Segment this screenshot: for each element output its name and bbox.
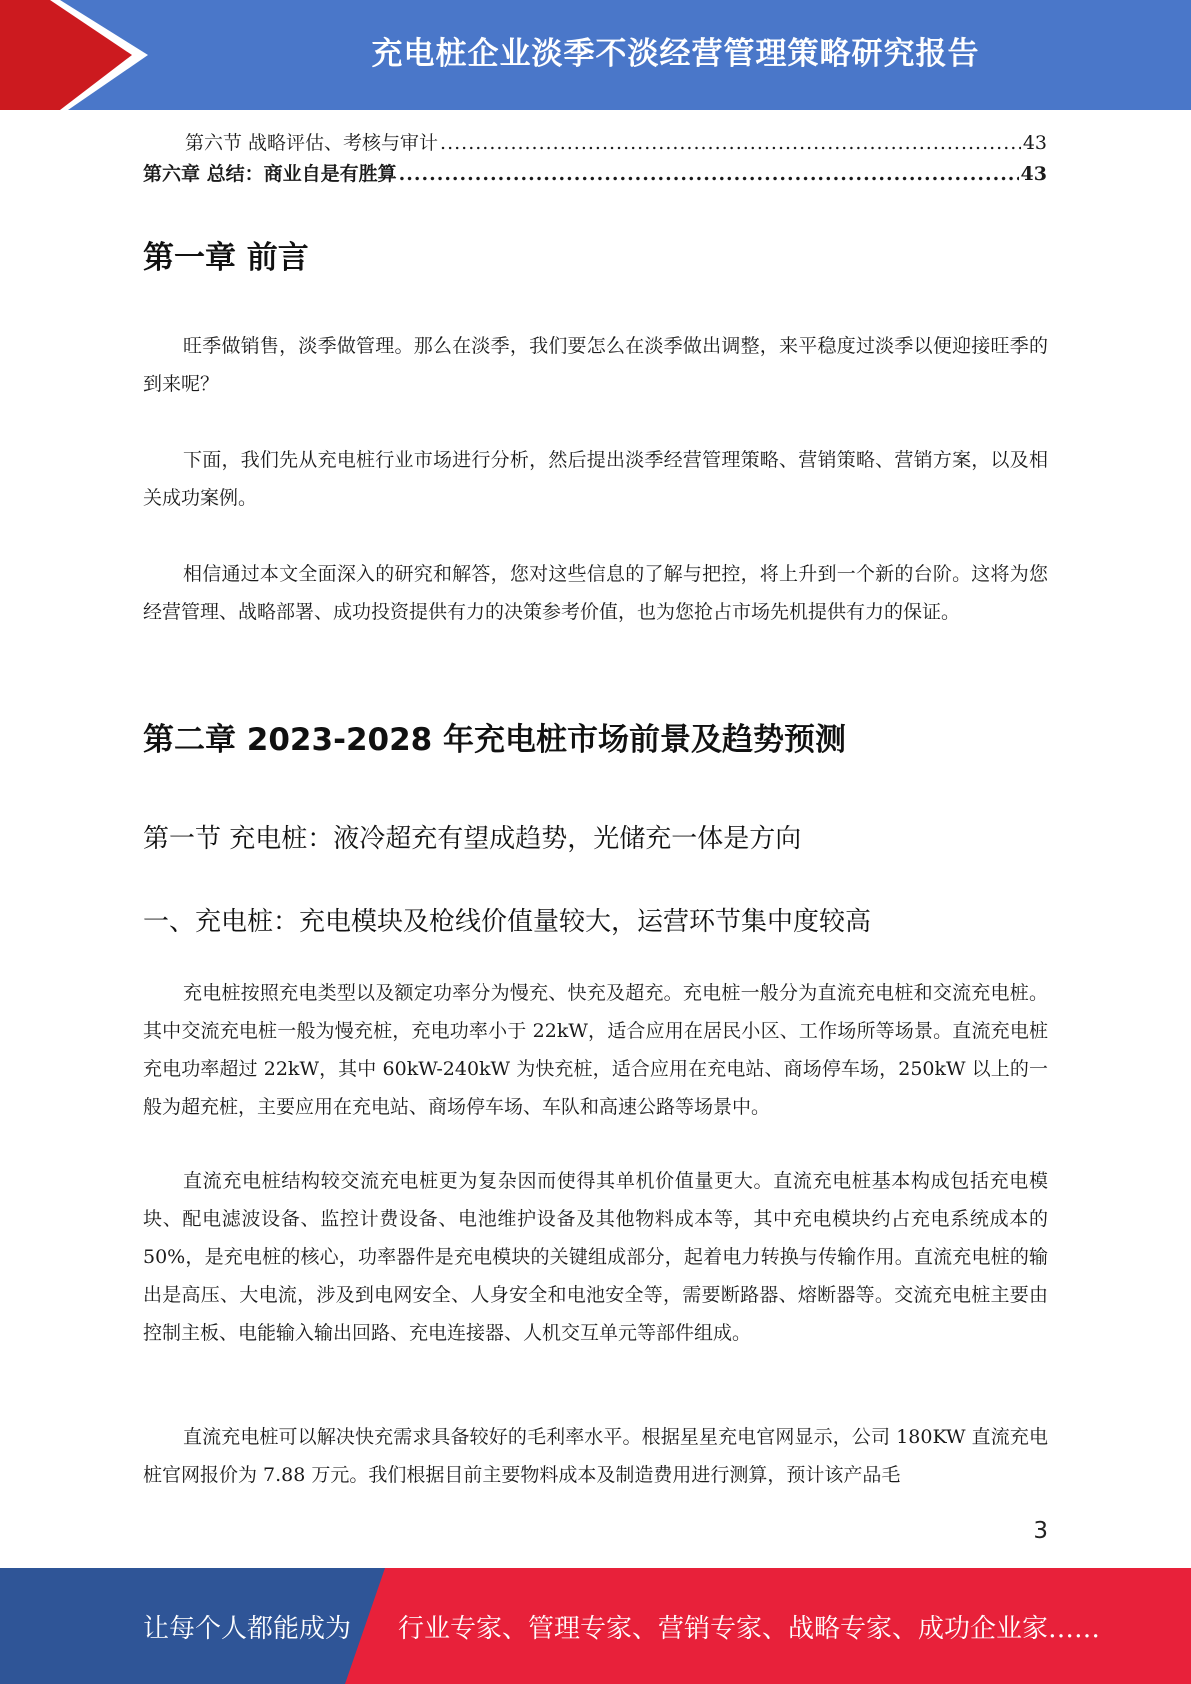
chapter-heading: 第二章 2023-2028 年充电桩市场前景及趋势预测 <box>143 722 847 758</box>
document-title: 充电桩企业淡季不淡经营管理策略研究报告 <box>371 35 980 72</box>
body-paragraph: 直流充电桩结构较交流充电桩更为复杂因而使得其单机价值量更大。直流充电桩基本构成包括充电模块、配电滤波设备、监控计费设备、电池维护设备及其他物料成本等，其中充电模块约占充电系统成本的 50%，是充电桩的核心，功率器件是充电模块的关键组成部分，起着电力转换与传输作用。直流充电桩的输出是高压、大电流，涉及到电网安全、人身安全和电池安全等，需要断路器、熔断器等。交流充电桩主要由控制主板、电能输入输出回路、充电连接器、人机交互单元等部件组成。 <box>143 1170 1048 1344</box>
page-number: 3 <box>1033 1518 1048 1544</box>
toc-leader-dots <box>399 163 1019 185</box>
toc-leader-dots <box>440 132 1021 154</box>
section-heading: 第一节 充电桩：液冷超充有望成趋势，光储充一体是方向 <box>143 824 802 854</box>
toc-entry-page: 43 <box>1022 132 1047 154</box>
body-paragraph: 直流充电桩可以解决快充需求具备较好的毛利率水平。根据星星充电官网显示，公司 180KW 直流充电桩官网报价为 7.88 万元。我们根据目前主要物料成本及制造费用进行测算，预计该产品毛 <box>143 1426 1048 1486</box>
toc-entry-page: 43 <box>1020 163 1047 185</box>
page-header <box>0 0 1191 110</box>
footer-slogan-right: 行业专家、管理专家、营销专家、战略专家、成功企业家…… <box>398 1613 1101 1644</box>
toc-entry-label: 第六节 战略评估、考核与审计 <box>185 132 439 154</box>
footer-slogan-left: 让每个人都能成为 <box>143 1613 352 1644</box>
toc-entry[interactable] <box>185 128 1047 158</box>
page-footer <box>0 1568 1191 1684</box>
body-paragraph: 下面，我们先从充电桩行业市场进行分析，然后提出淡季经营管理策略、营销策略、营销方案，以及相关成功案例。 <box>143 449 1048 509</box>
toc-entry-label: 第六章 总结：商业自是有胜算 <box>143 163 397 185</box>
body-paragraph: 充电桩按照充电类型以及额定功率分为慢充、快充及超充。充电桩一般分为直流充电桩和交流充电桩。其中交流充电桩一般为慢充桩，充电功率小于 22kW，适合应用在居民小区、工作场所等场景。直流充电桩充电功率超过 22kW，其中 60kW-240kW 为快充桩，适合应用在充电站、商场停车场，250kW 以上的一般为超充桩，主要应用在充电站、商场停车场、车队和高速公路等场景中。 <box>143 982 1048 1118</box>
chapter-heading: 第一章 前言 <box>143 240 309 276</box>
subsection-heading: 一、充电桩：充电模块及枪线价值量较大，运营环节集中度较高 <box>143 907 872 937</box>
body-paragraph: 旺季做销售，淡季做管理。那么在淡季，我们要怎么在淡季做出调整，来平稳度过淡季以便迎接旺季的到来呢？ <box>143 335 1048 395</box>
header-arrow-decoration <box>0 0 160 110</box>
body-paragraph: 相信通过本文全面深入的研究和解答，您对这些信息的了解与把控，将上升到一个新的台阶。这将为您经营管理、战略部署、成功投资提供有力的决策参考价值，也为您抢占市场先机提供有力的保证。 <box>143 563 1048 623</box>
toc-entry[interactable] <box>143 159 1047 189</box>
